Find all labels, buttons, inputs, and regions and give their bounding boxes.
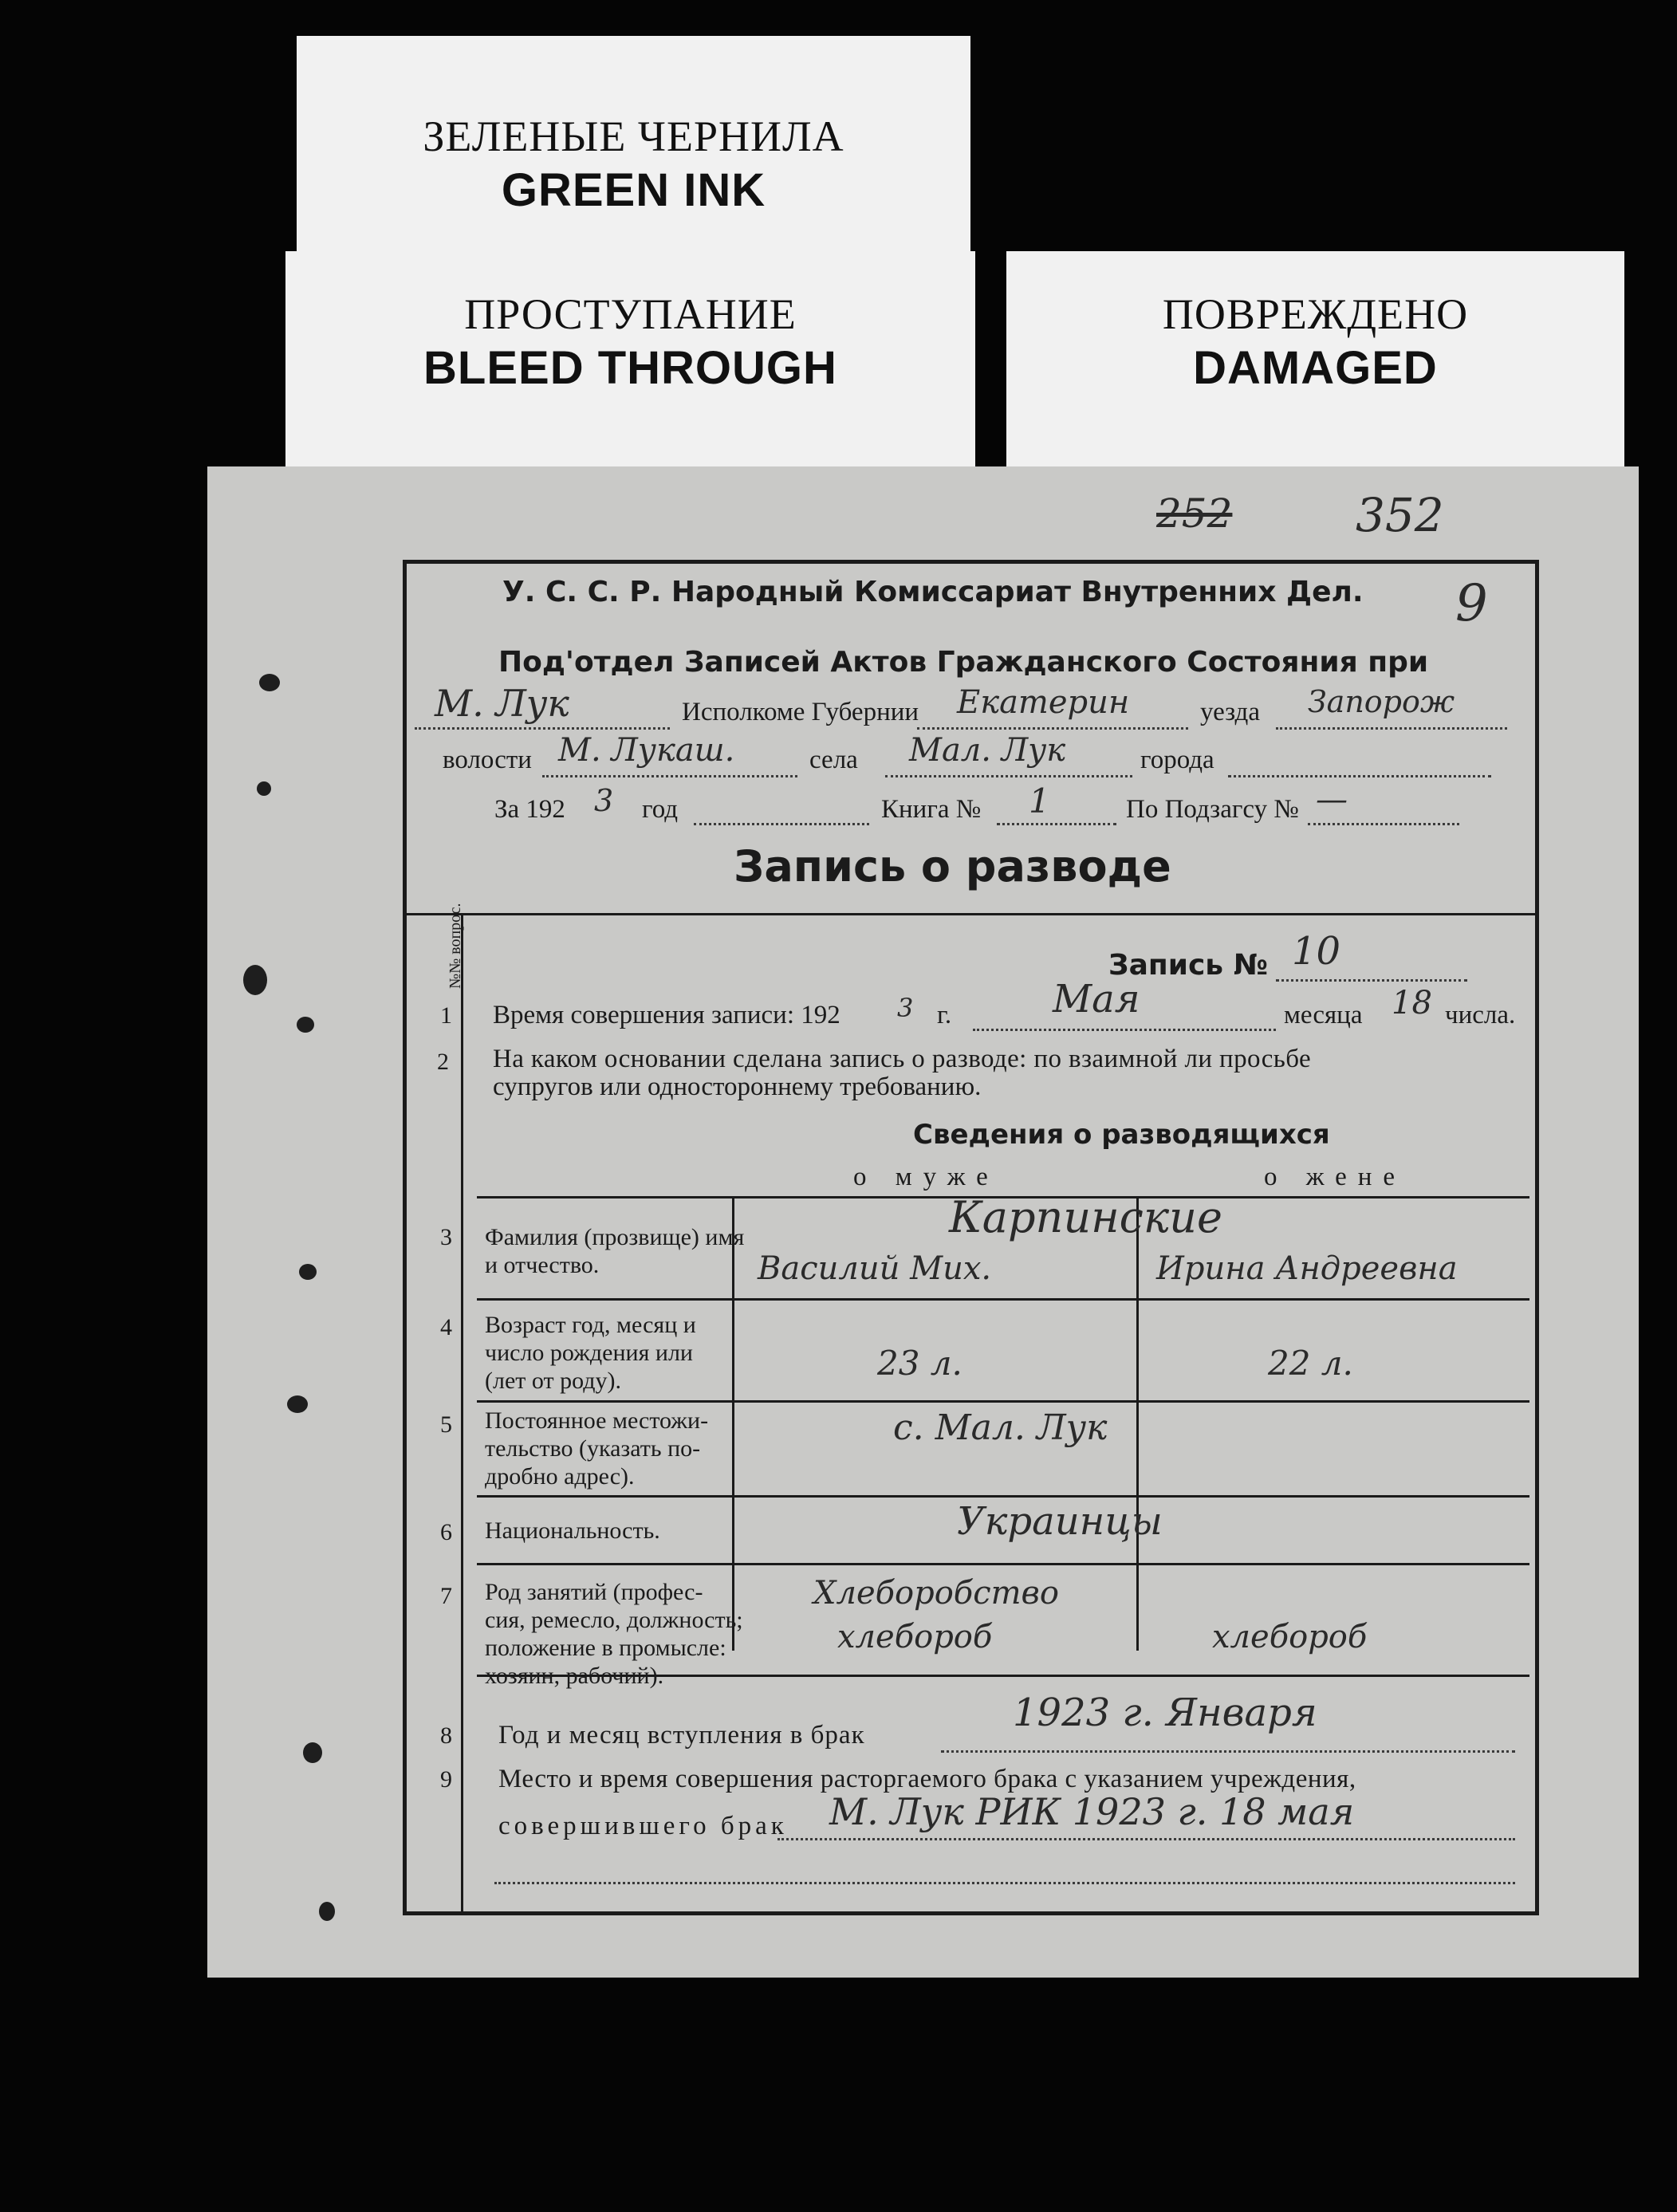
husband-occupation-value-1: Хлеборобство	[813, 1575, 1059, 1612]
volosti-label: волости	[443, 746, 532, 774]
row-1-label: Время совершения записи: 192	[493, 1001, 840, 1029]
ispolkom-label: Исполкоме Губернии	[682, 698, 919, 726]
goroda-label: города	[1140, 746, 1214, 774]
archive-new-number: 352	[1356, 488, 1444, 542]
ministry-heading: У. С. С. Р. Народный Комиссариат Внутренних Дел.	[502, 576, 1364, 608]
row-6-bottom	[477, 1563, 1529, 1565]
marriage-date-value: 1923 г. Января	[1013, 1690, 1317, 1735]
ispolkom-line	[415, 727, 670, 730]
department-heading: Под'отдел Записей Актов Гражданского Состояния при	[498, 646, 1429, 679]
bleed-through-label	[285, 251, 975, 482]
sela-label: села	[809, 746, 858, 774]
entry-number-line	[1276, 979, 1467, 982]
row-9-label-2: совершившего брак	[498, 1812, 788, 1840]
kniga-line	[997, 823, 1116, 825]
record-year-value: 3	[897, 993, 914, 1023]
god-line	[694, 823, 869, 825]
row-7-label-2: сия, ремесло, должность;	[485, 1607, 743, 1633]
row-1-number: 1	[440, 1002, 452, 1029]
husband-column-header: о муже	[853, 1163, 999, 1191]
row-5-label-1: Постоянное местожи-	[485, 1407, 709, 1434]
label-column-line	[732, 1196, 734, 1651]
sheet-number: 9	[1455, 574, 1488, 633]
persons-heading: Сведения о разводящихся	[913, 1119, 1330, 1151]
row-1-chisla: числа.	[1445, 1001, 1516, 1029]
green-ink-label	[297, 36, 970, 255]
damaged-label-en: DAMAGED	[1193, 342, 1438, 394]
record-month-value: Мая	[1053, 977, 1140, 1021]
row-2-line-2: супругов или одностороннему требованию.	[493, 1073, 982, 1101]
punch-hole	[319, 1902, 335, 1921]
kniga-value: 1	[1029, 781, 1050, 821]
husband-age-value: 23 л.	[877, 1344, 963, 1383]
row-4-number: 4	[440, 1314, 452, 1340]
uezd-line	[1276, 727, 1507, 730]
row-7-label-4: хозяин, рабочий).	[485, 1663, 664, 1689]
row-8-label: Год и месяц вступления в брак	[498, 1721, 865, 1750]
record-month-line	[973, 1029, 1276, 1031]
row-7-label-3: положение в промысле:	[485, 1635, 726, 1661]
gorod-line	[1228, 775, 1491, 777]
ispolkom-value: М. Лук	[435, 682, 569, 725]
row-7-number: 7	[440, 1583, 452, 1609]
punch-hole	[257, 781, 271, 796]
year-digit-value: 3	[594, 783, 614, 818]
row-3-number: 3	[440, 1224, 452, 1250]
guberniya-line	[917, 727, 1188, 730]
row-2-number: 2	[437, 1049, 449, 1075]
row-7-label-1: Род занятий (профес-	[485, 1579, 703, 1605]
marriage-date-line	[941, 1750, 1515, 1753]
row-5-label-2: тельство (указать по-	[485, 1435, 701, 1462]
punch-hole	[259, 674, 280, 691]
punch-hole	[287, 1395, 308, 1413]
podzagsu-label: По Подзагсу №	[1126, 795, 1299, 824]
row-3-label-1: Фамилия (прозвище) имя	[485, 1224, 745, 1250]
row-6-label: Национальность.	[485, 1517, 660, 1544]
row-4-label-2: число рождения или	[485, 1340, 693, 1366]
green-ink-label-en: GREEN INK	[501, 164, 766, 216]
form-title: Запись о разводе	[734, 841, 1171, 891]
wife-age-value: 22 л.	[1268, 1344, 1353, 1383]
row-1-g: г.	[937, 1001, 952, 1029]
row-9-label-1: Место и время совершения расторгаемого брака с указанием учреждения,	[498, 1765, 1356, 1793]
row-3-bottom	[477, 1298, 1529, 1301]
row-5-number: 5	[440, 1411, 452, 1438]
row-6-number: 6	[440, 1519, 452, 1545]
bleed-through-label-en: BLEED THROUGH	[423, 342, 837, 394]
za-god-label: За 192	[494, 795, 565, 824]
punch-hole	[303, 1742, 322, 1763]
uezd-value: Запорож	[1308, 684, 1455, 719]
damaged-label	[1006, 251, 1624, 482]
kniga-label: Книга №	[881, 795, 982, 824]
punch-hole	[299, 1264, 317, 1280]
husband-occupation-value-2: хлебороб	[837, 1619, 993, 1655]
entry-number-label: Запись №	[1108, 949, 1268, 982]
wife-name-value: Ирина Андреевна	[1156, 1250, 1458, 1287]
selo-line	[885, 775, 1132, 777]
residence-value: с. Мал. Лук	[893, 1407, 1108, 1448]
row-8-number: 8	[440, 1722, 452, 1749]
selo-value: Мал. Лук	[909, 732, 1066, 769]
husband-wife-divider	[1136, 1196, 1139, 1651]
table-top-line	[407, 913, 1535, 915]
god-label: год	[642, 795, 679, 824]
record-day-value: 18	[1392, 985, 1432, 1021]
row-9-number: 9	[440, 1766, 452, 1793]
row-5-bottom	[477, 1495, 1529, 1498]
green-ink-label-ru: ЗЕЛЕНЫЕ ЧЕРНИЛА	[423, 112, 844, 160]
extra-line	[494, 1882, 1515, 1884]
surname-value: Карпинские	[949, 1192, 1222, 1242]
punch-hole	[243, 965, 267, 995]
bleed-through-label-ru: ПРОСТУПАНИЕ	[464, 290, 797, 338]
podzagsu-value: —	[1316, 781, 1348, 818]
row-2-line-1: На каком основании сделана запись о разводе: по взаимной ли просьбе	[493, 1045, 1312, 1073]
entry-number-value: 10	[1292, 929, 1341, 974]
row-5-label-3: дробно адрес).	[485, 1463, 635, 1490]
question-number-header: №№ вопрос.	[447, 903, 464, 989]
wife-column-header: о жене	[1264, 1163, 1407, 1191]
guberniya-value: Екатерин	[957, 684, 1130, 721]
damaged-label-ru: ПОВРЕЖДЕНО	[1162, 290, 1469, 338]
volost-line	[542, 775, 797, 777]
row-4-label-1: Возраст год, месяц и	[485, 1312, 696, 1338]
row-4-label-3: (лет от роду).	[485, 1368, 621, 1394]
volost-value: М. Лукаш.	[558, 732, 735, 769]
husband-name-value: Василий Мих.	[758, 1250, 992, 1287]
row-4-bottom	[477, 1400, 1529, 1403]
marriage-place-value: М. Лук РИК 1923 г. 18 мая	[829, 1790, 1355, 1833]
wife-occupation-value: хлебороб	[1212, 1619, 1368, 1655]
marriage-place-line	[777, 1838, 1515, 1840]
nationality-value: Украинцы	[957, 1499, 1163, 1544]
podzagsu-line	[1308, 823, 1459, 825]
row-3-label-2: и отчество.	[485, 1252, 600, 1278]
punch-hole	[297, 1017, 314, 1033]
num-column-line	[461, 913, 463, 1911]
row-1-mesyaca: месяца	[1284, 1001, 1363, 1029]
uezda-label: уезда	[1200, 698, 1260, 726]
archive-old-number: 252	[1156, 490, 1233, 537]
